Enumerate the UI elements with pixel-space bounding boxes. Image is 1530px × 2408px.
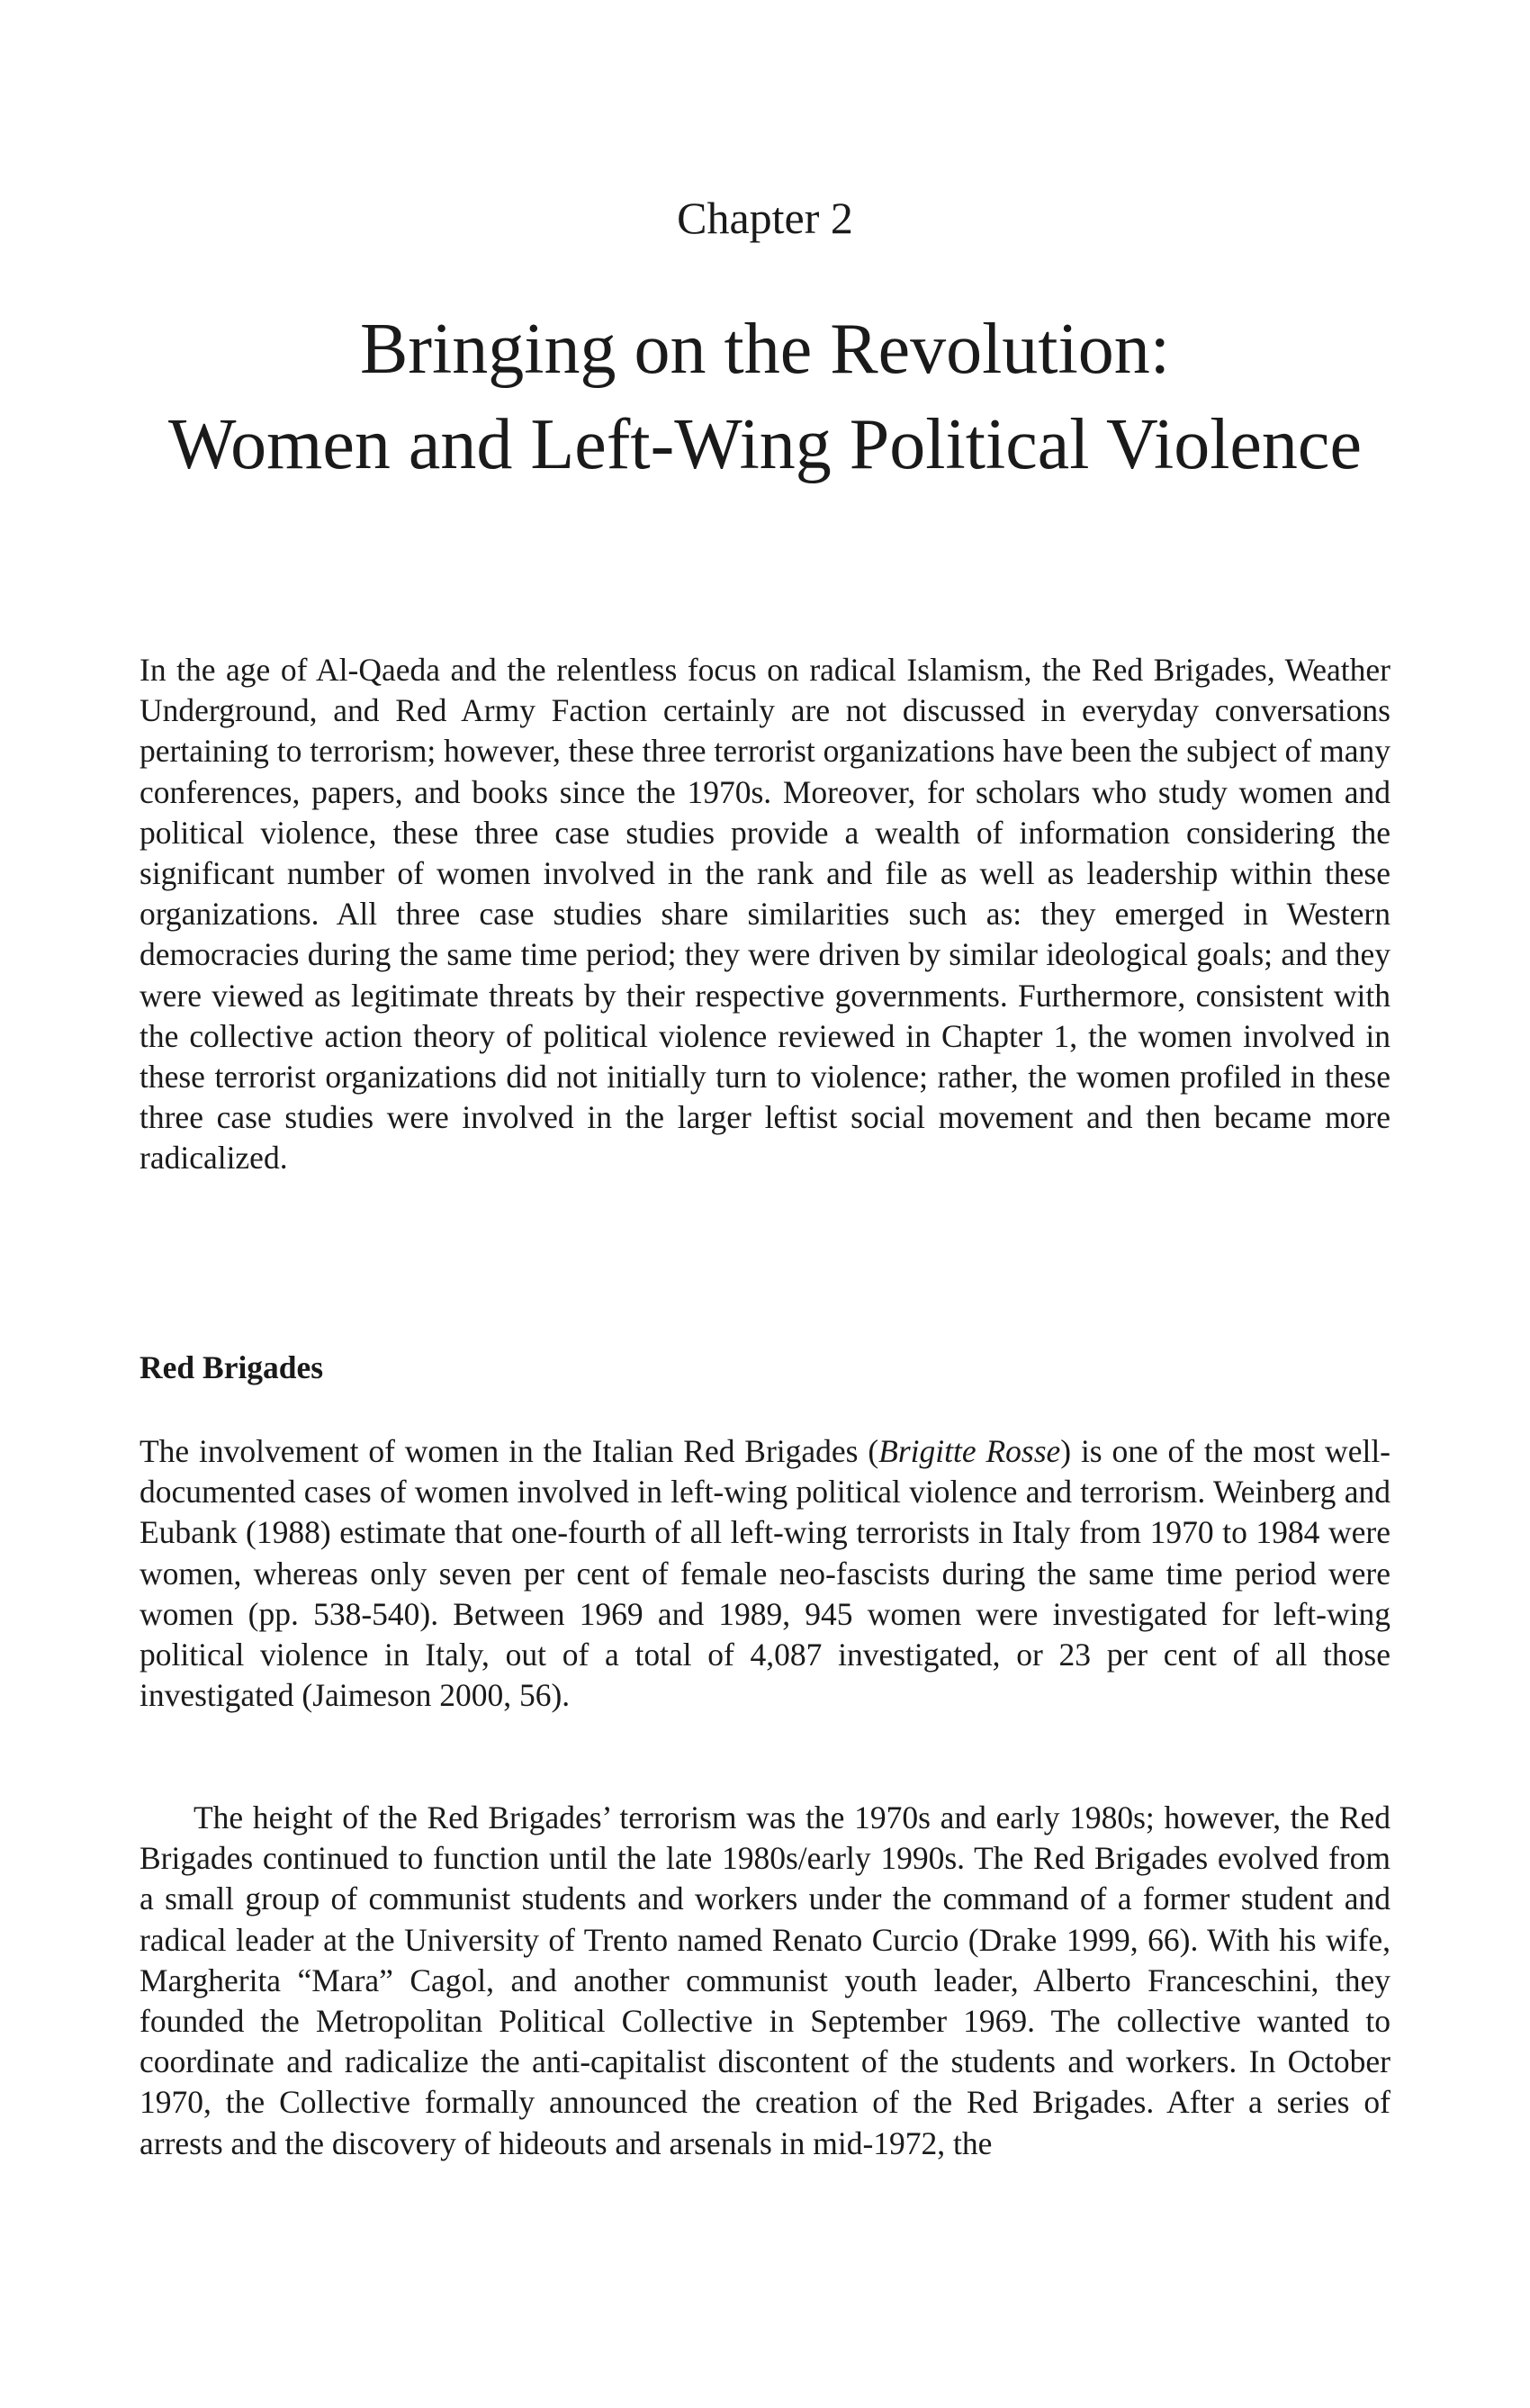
section-paragraph-1 [140,1431,1390,1716]
chapter-title-line-1: Bringing on the Revolution: [360,310,1170,389]
section-paragraph-2: The height of the Red Brigades’ terrorism was the 1970s and early 1980s; however, the Red Brigades continued to function until the late 1980s/early 1990s. The Red Brigades evolved from a small group of communist students and workers under the command of a former student and radical leader at the University of Trento named Renato Curcio (Drake 1999, 66). With his wife, Margherita “Mara” Cagol, and another communist youth leader, Alberto Franceschini, they founded the Metropolitan Political Collective in September 1969. The collective wanted to coordinate and radicalize the anti-capitalist discontent of the students and workers. In October 1970, the Collective formally announced the creation of the Red Brigades. After a series of arrests and the discovery of hideouts and arsenals in mid-1972, the [140,1799,1390,2161]
chapter-title [0,302,1530,492]
section-paragraph-1-start: The involvement of women in the Italian Red Brigades ( [140,1433,879,1469]
section-heading: Red Brigades [140,1349,324,1385]
chapter-label: Chapter 2 [677,193,853,243]
chapter-title-line-2: Women and Left-Wing Political Violence [168,405,1362,484]
section-paragraph-1-italic: Brigitte Rosse [878,1433,1061,1469]
intro-paragraph: In the age of Al-Qaeda and the relentless focus on radical Islamism, the Red Brigades, Weather Underground, and Red Army Faction certainly are not discussed in everyday conversations pertaining to terrorism; however, these three terrorist organizations have been the subject of many conferences, papers, and books since the 1970s. Moreover, for scholars who study women and political violence, these three case studies provide a wealth of information considering the significant number of women involved in the rank and file as well as leadership within these organizations. All three case studies share similarities such as: they emerged in Western democracies during the same time period; they were driven by similar ideological goals; and they were viewed as legitimate threats by their respective governments. Furthermore, consistent with the collective action theory of political violence reviewed in Chapter 1, the women involved in these terrorist organizations did not initially turn to violence; rather, the women profiled in these three case studies were involved in the larger leftist social movement and then became more radicalized. [140,652,1390,1177]
section-paragraph-1-rest: ) is one of the most well-documented cases of women involved in left-wing political violence and terrorism. Weinberg and Eubank (1988) estimate that one-fourth of all left-wing terrorists in Italy from 1970 to 1984 were women, whereas only seven per cent of female neo-fascists during the same time period were women (pp. 538-540). Between 1969 and 1989, 945 women were investigated for left-wing political violence in Italy, out of a total of 4,087 investigated, or 23 per cent of all those investigated (Jaimeson 2000, 56). [140,1433,1391,1714]
